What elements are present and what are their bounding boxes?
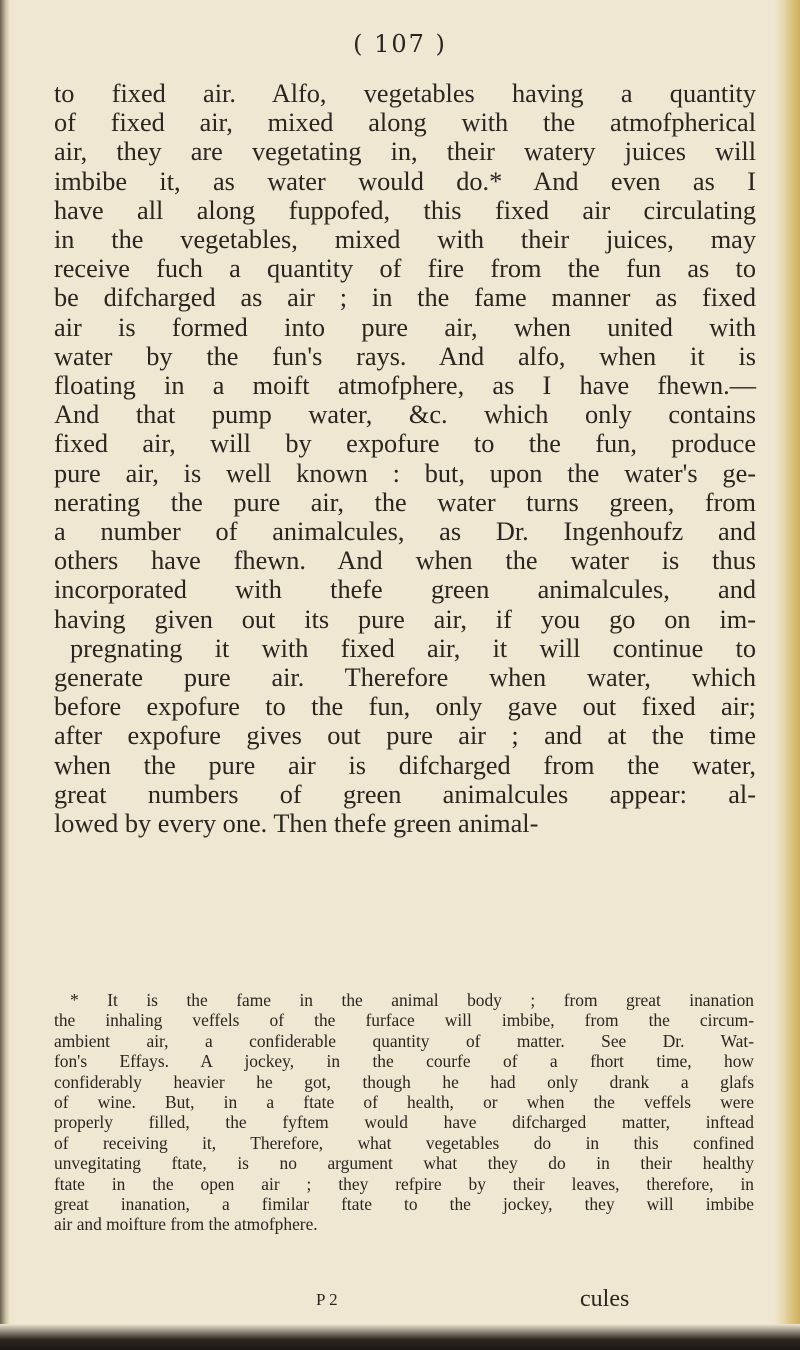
body-text	[54, 79, 756, 838]
body-line: receive fuch a quantity of fire from the fun as to	[54, 254, 756, 284]
footnote-line: ambient air, a confiderable quantity of matter. See Dr. Wat-	[54, 1030, 754, 1051]
page-left-shadow	[0, 0, 10, 1350]
body-line: great numbers of green animalcules appear: al-	[54, 779, 756, 809]
body-line: when the pure air is difcharged from the water,	[54, 750, 756, 780]
body-line: having given out its pure air, if you go on im-	[54, 604, 756, 634]
catchword: cules	[580, 1286, 630, 1312]
footnote-line: of wine. But, in a ftate of health, or when the veffels were	[54, 1092, 754, 1113]
footnote-line: air and moifture from the atmofphere.	[54, 1214, 318, 1235]
body-line: air, they are vegetating in, their watery juices will	[54, 137, 756, 167]
footnote-line: properly filled, the fyftem would have difcharged matter, inftead	[54, 1112, 754, 1133]
body-line: pregnating it with fixed air, it will continue to	[70, 633, 756, 663]
body-line: floating in a moift atmofphere, as I have fhewn.—	[54, 371, 756, 401]
body-line: to fixed air. Alfo, vegetables having a quantity	[54, 79, 756, 108]
body-line: water by the fun's rays. And alfo, when it is	[54, 341, 756, 371]
body-line: before expofure to the fun, only gave out fixed air;	[54, 692, 756, 722]
body-line: lowed by every one. Then thefe green animal-	[54, 809, 539, 839]
footnote-line: confiderably heavier he got, though he had only drank a glafs	[54, 1071, 754, 1092]
footnote-line: great inanation, a fimilar ftate to the jockey, they will imbibe	[54, 1194, 754, 1215]
page-number-header: ( 107 )	[353, 30, 447, 58]
body-line: after expofure gives out pure air ; and at the time	[54, 721, 756, 751]
footnote	[54, 990, 754, 1235]
body-line: fixed air, will by expofure to the fun, produce	[54, 429, 756, 459]
body-line: incorporated with thefe green animalcules, and	[54, 575, 756, 605]
body-line: nerating the pure air, the water turns green, from	[54, 487, 756, 517]
body-line: air is formed into pure air, when united with	[54, 312, 756, 342]
body-line: be difcharged as air ; in the fame manner as fixed	[54, 283, 756, 313]
body-line: have all along fuppofed, this fixed air circulating	[54, 195, 756, 225]
body-line: in the vegetables, mixed with their juices, may	[54, 225, 756, 255]
footnote-line: unvegitating ftate, is no argument what they do in their healthy	[54, 1153, 754, 1174]
footnote-line: the inhaling veffels of the furface will imbibe, from the circum-	[54, 1010, 754, 1031]
footnote-line: fon's Effays. A jockey, in the courfe of a fhort time, how	[54, 1051, 754, 1072]
body-line: a number of animalcules, as Dr. Ingenhoufz and	[54, 517, 756, 547]
page-bottom-shadow	[0, 1324, 800, 1350]
page-right-edge-stain	[774, 0, 800, 1350]
footnote-line: of receiving it, Therefore, what vegetables do in this confined	[54, 1132, 754, 1153]
footnote-line: ftate in the open air ; they refpire by their leaves, therefore, in	[54, 1173, 754, 1194]
body-line: of fixed air, mixed along with the atmofpherical	[54, 108, 756, 138]
body-line: And that pump water, &c. which only contains	[54, 400, 756, 430]
body-line: others have fhewn. And when the water is thus	[54, 546, 756, 576]
footnote-line: * It is the fame in the animal body ; from great inanation	[70, 990, 754, 1010]
body-line: generate pure air. Therefore when water, which	[54, 663, 756, 693]
signature-mark: P 2	[316, 1290, 338, 1309]
body-line: imbibe it, as water would do.* And even as I	[54, 166, 756, 196]
page-footer	[54, 1286, 754, 1320]
body-line: pure air, is well known : but, upon the water's ge-	[54, 458, 756, 488]
